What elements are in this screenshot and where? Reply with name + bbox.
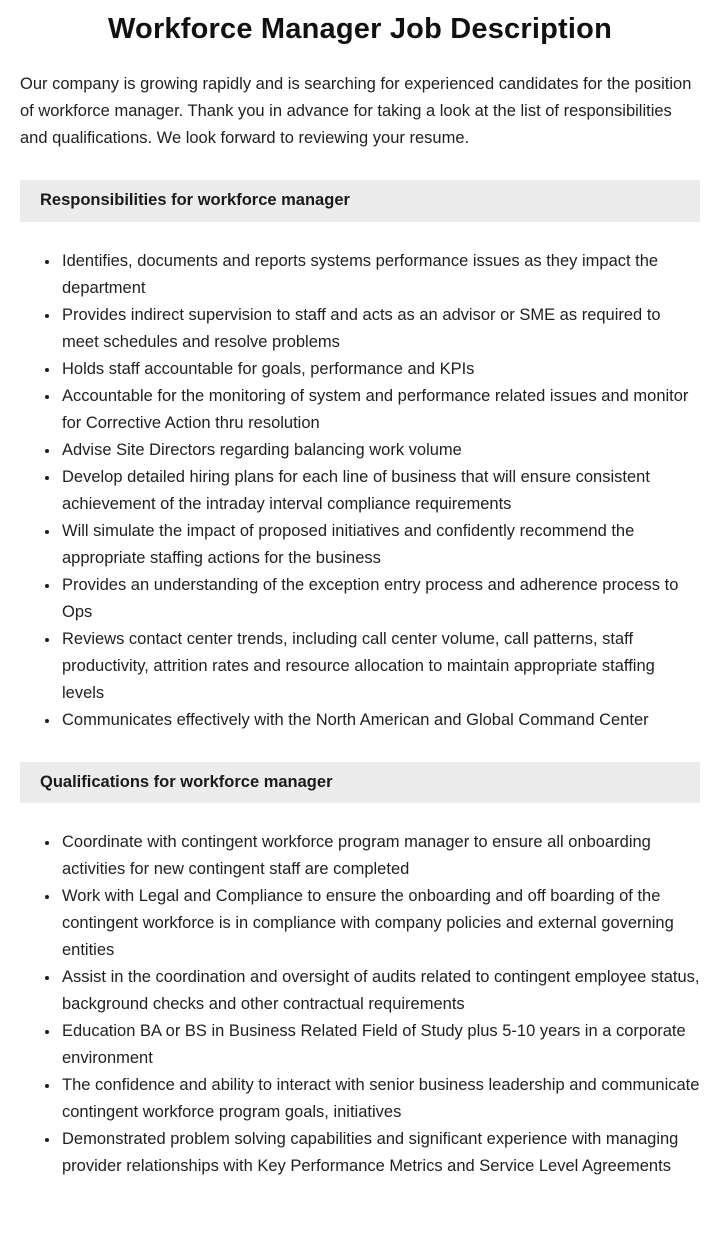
qualifications-list — [20, 829, 700, 1180]
list-item: • Communicates effectively with the North American and Global Command Center — [60, 707, 700, 734]
list-item: • Reviews contact center trends, including call center volume, call patterns, staff productivity, attrition rates and resource allocation to maintain appropriate staffing levels — [60, 626, 700, 707]
list-item: • Holds staff accountable for goals, performance and KPIs — [60, 356, 700, 383]
section-header-qualifications: Qualifications for workforce manager — [20, 762, 700, 804]
list-item: • The confidence and ability to interact with senior business leadership and communicate contingent workforce program goals, initiatives — [60, 1072, 700, 1126]
list-item: • Identifies, documents and reports systems performance issues as they impact the department — [60, 248, 700, 302]
list-item: • Assist in the coordination and oversight of audits related to contingent employee status, background checks and other contractual requirements — [60, 964, 700, 1018]
list-item: • Coordinate with contingent workforce program manager to ensure all onboarding activities for new contingent staff are completed — [60, 829, 700, 883]
list-item: • Education BA or BS in Business Related Field of Study plus 5-10 years in a corporate environment — [60, 1018, 700, 1072]
list-item: • Provides an understanding of the exception entry process and adherence process to Ops — [60, 572, 700, 626]
list-item: • Develop detailed hiring plans for each line of business that will ensure consistent achievement of the intraday interval compliance requirements — [60, 464, 700, 518]
section-header-responsibilities: Responsibilities for workforce manager — [20, 180, 700, 222]
list-item: • Provides indirect supervision to staff and acts as an advisor or SME as required to meet schedules and resolve problems — [60, 302, 700, 356]
intro-paragraph: Our company is growing rapidly and is searching for experienced candidates for the position of workforce manager. Thank you in advance for taking a look at the list of responsibilities and qualifications. We look forward to reviewing your resume. — [20, 74, 692, 147]
list-item: • Accountable for the monitoring of system and performance related issues and monitor for Corrective Action thru resolution — [60, 383, 700, 437]
list-item: • Will simulate the impact of proposed initiatives and confidently recommend the appropriate staffing actions for the business — [60, 518, 700, 572]
list-item: • Demonstrated problem solving capabilities and significant experience with managing provider relationships with Key Performance Metrics and Service Level Agreements — [60, 1126, 700, 1180]
page-title: Workforce Manager Job Description — [107, 13, 612, 45]
responsibilities-list — [20, 248, 700, 734]
list-item: • Work with Legal and Compliance to ensure the onboarding and off boarding of the contingent workforce is in compliance with company policies and external governing entities — [60, 883, 700, 964]
list-item: • Advise Site Directors regarding balancing work volume — [60, 437, 700, 464]
